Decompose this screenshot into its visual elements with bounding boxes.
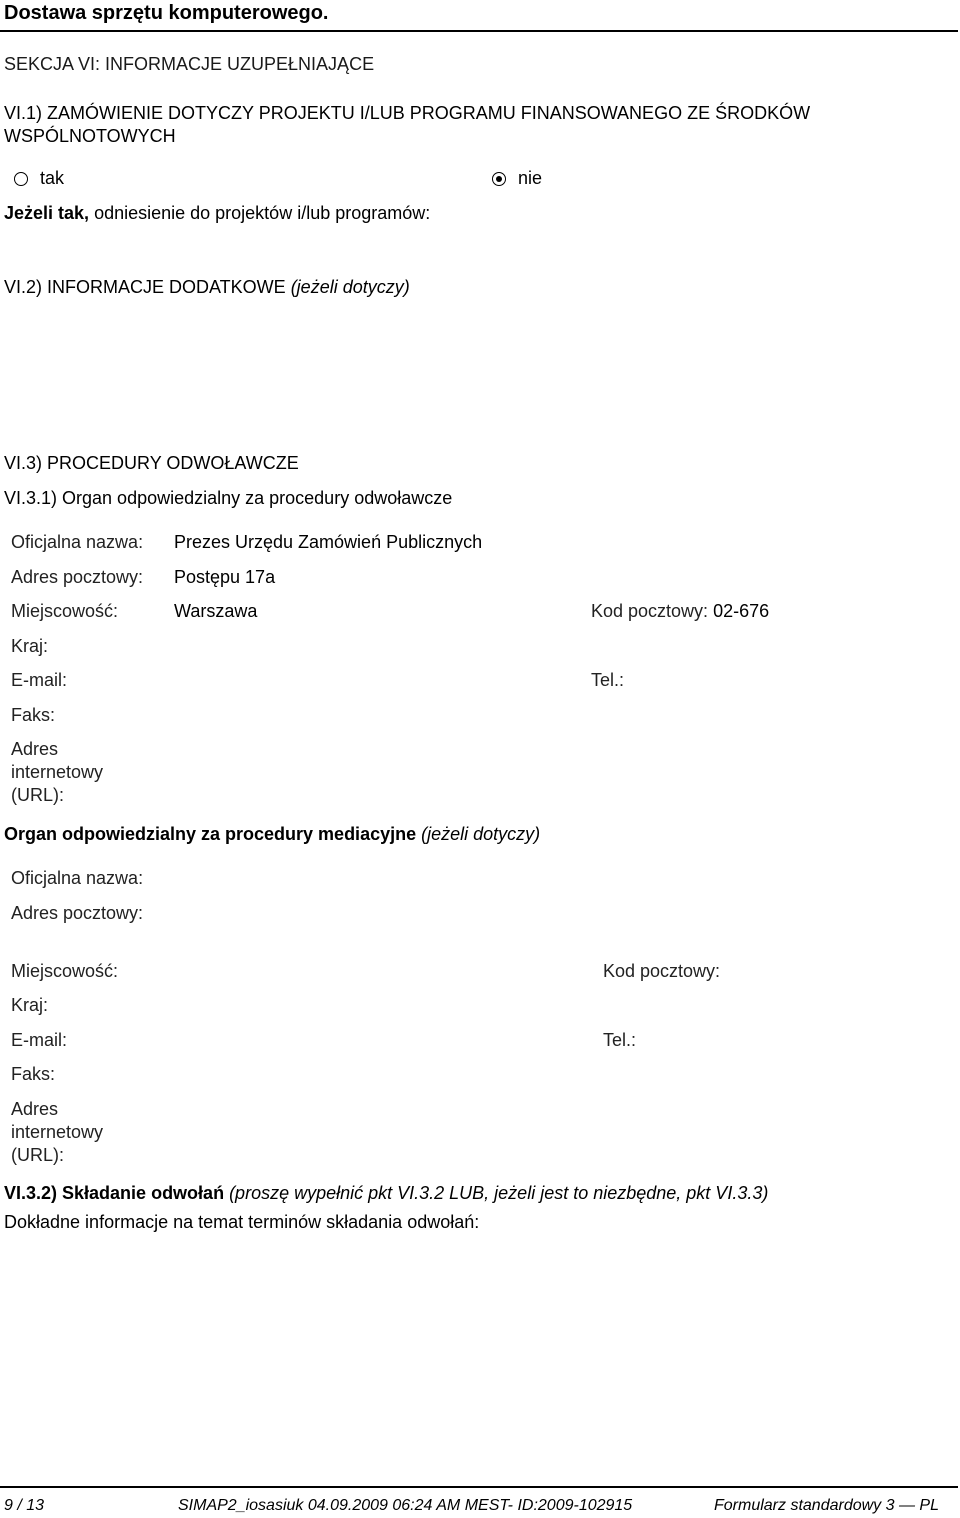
radio-no-selected-dot (496, 176, 502, 182)
mediation-address-label: Adres pocztowy: (11, 903, 144, 923)
mediation-url-label-line1: Adres (11, 1099, 59, 1119)
radio-no-label: nie (518, 168, 543, 188)
vi31-postal-value: 02-676 (713, 601, 770, 621)
vi32-detail: Dokładne informacje na temat terminów składania odwołań: (4, 1212, 480, 1232)
header-rule (0, 30, 958, 32)
document-title: Dostawa sprzętu komputerowego. (4, 2, 329, 24)
mediation-name-label: Oficjalna nazwa: (11, 868, 144, 888)
vi31-country-label: Kraj: (11, 636, 49, 656)
radio-no[interactable] (492, 172, 506, 186)
vi32-heading-note: (proszę wypełnić pkt VI.3.2 LUB, jeżeli jest to niezbędne, pkt VI.3.3) (224, 1183, 769, 1203)
vi31-tel-label: Tel.: (591, 670, 625, 690)
footer-form-name: Formularz standardowy 3 (714, 1497, 895, 1514)
radio-yes[interactable] (14, 172, 28, 186)
vi2-heading (4, 277, 410, 298)
footer-form (714, 1497, 939, 1515)
vi2-heading-note: (jeżeli dotyczy) (285, 277, 410, 297)
vi31-address-value: Postępu 17a (174, 567, 276, 587)
vi31-address-label: Adres pocztowy: (11, 567, 144, 587)
mediation-heading (4, 824, 540, 845)
vi31-name-value: Prezes Urzędu Zamówień Publicznych (174, 532, 483, 552)
mediation-email-label: E-mail: (11, 1030, 68, 1050)
vi31-postal (591, 601, 769, 622)
mediation-postal-label: Kod pocztowy: (603, 961, 721, 981)
vi31-city-value: Warszawa (174, 601, 258, 621)
mediation-heading-note: (jeżeli dotyczy) (416, 824, 541, 844)
radio-yes-label: tak (40, 168, 65, 188)
vi3-heading: VI.3) PROCEDURY ODWOŁAWCZE (4, 453, 299, 473)
vi31-url-label-line2: internetowy (11, 762, 104, 782)
vi31-city-label: Miejscowość: (11, 601, 119, 621)
mediation-tel-label: Tel.: (603, 1030, 637, 1050)
vi2-heading-main: VI.2) INFORMACJE DODATKOWE (4, 277, 286, 297)
footer-rule (0, 1486, 958, 1488)
mediation-url-label-line2: internetowy (11, 1122, 104, 1142)
vi32-heading (4, 1183, 768, 1204)
vi1-heading-line1: VI.1) ZAMÓWIENIE DOTYCZY PROJEKTU I/LUB PROGRAMU FINANSOWANEGO ZE ŚRODKÓW (4, 103, 811, 123)
vi1-reference-rest: odniesienie do projektów i/lub programów: (89, 203, 431, 223)
vi1-heading-line2: WSPÓLNOTOWYCH (4, 126, 176, 146)
footer-lang: PL (919, 1497, 939, 1514)
footer-meta: SIMAP2_iosasiuk 04.09.2009 06:24 AM MEST- ID:2009-102915 (178, 1497, 633, 1514)
vi31-fax-label: Faks: (11, 705, 56, 725)
mediation-country-label: Kraj: (11, 995, 49, 1015)
mediation-city-label: Miejscowość: (11, 961, 119, 981)
mediation-url-label-line3: (URL): (11, 1145, 64, 1165)
vi31-email-label: E-mail: (11, 670, 68, 690)
mediation-heading-main: Organ odpowiedzialny za procedury mediacyjne (4, 824, 417, 844)
vi31-name-label: Oficjalna nazwa: (11, 532, 144, 552)
vi31-heading: VI.3.1) Organ odpowiedzialny za procedury odwoławcze (4, 488, 453, 508)
footer-separator: — (894, 1497, 920, 1514)
footer-page: 9 / 13 (4, 1497, 45, 1514)
vi1-reference-text (4, 203, 430, 224)
vi32-heading-main: VI.3.2) Składanie odwołań (4, 1183, 225, 1203)
vi31-url-label-line3: (URL): (11, 785, 64, 805)
vi1-reference-prefix: Jeżeli tak, (4, 203, 90, 223)
vi31-url-label-line1: Adres (11, 739, 59, 759)
mediation-fax-label: Faks: (11, 1064, 56, 1084)
vi31-postal-label: Kod pocztowy: (591, 601, 709, 621)
section-title: SEKCJA VI: INFORMACJE UZUPEŁNIAJĄCE (4, 54, 375, 74)
